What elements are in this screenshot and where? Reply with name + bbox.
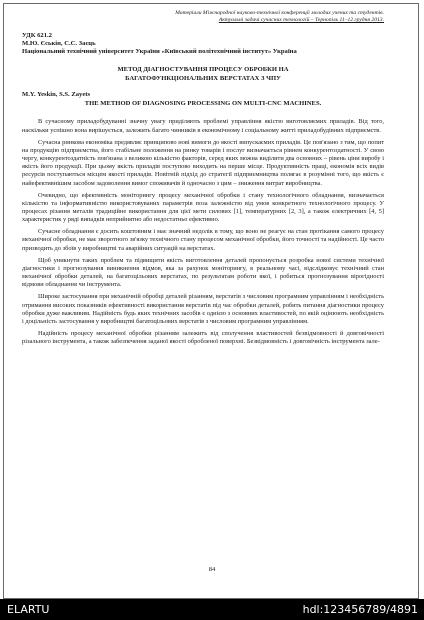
paragraph: Щоб уникнути таких проблем та підвищити якість виготовлення деталей пропонується розробка нової системи технічної діагностики і прогнозування виникнення відмов, яка за рахунок моніторингу, в реальному часі, відслідковує технічний стан механічної обробки деталей, на багатоцільових верстатах, по результатам роботи якої, і робиться прогнозування вірогідності відмови обладнання чи інструмента. bbox=[22, 256, 384, 289]
handle-id: hdl:123456789/4891 bbox=[302, 603, 418, 616]
repository-name: ELARTU bbox=[7, 603, 50, 616]
authors-en: M.Y. Yeskin, S.S. Zayets bbox=[22, 91, 91, 99]
title-ua-line-2: БАГАТОФУНКЦІОНАЛЬНИХ ВЕРСТАТАХ З ЧПУ bbox=[125, 74, 281, 82]
paragraph: Сучасна ринкова економіка предявляє принципово нові вимоги до якості випускаємих приладів. Це пов'язано з тим, що попит на продукцію підприємства, його стабільне положення на ринку товарів і послуг визначається рівнем конкурентоздатності. У свою чергу, конкурентоздатність пов'язана з великою кількістю факторів, серед яких можна виділити два основних – рівень ціни виробу і якість його продукції. При цьому якість приладів поступово виходить на перше місце. Продуктивність праці, економія всіх видів ресурсів поступаються місцем якості приладів. Новітній підхід до стратегії підприємництва полягає в розумінні того, що якість є найефективнішим засобом задоволення вимог споживачів й одночасно з цим – зниження витрат виробництва. bbox=[22, 138, 384, 187]
authors-ua: М.Ю. Єськін, С.С. Заєць bbox=[22, 39, 96, 47]
paragraph: Надійність процесу механічної обробки різанням залежить від сполучення властивостей безвідмовності й довговічності різального інструмента, а також забезпечення заданої якості обробленої поверхні. Безвідмовність і довговічність інструмента зале- bbox=[22, 330, 384, 346]
paragraph: Сучасне обладнання є досить коштовним і має значний недолік в тому, що воно не реагує на стан протікання самого процесу механічної обробки, не має зворотного зв'язку технічного стану процесом механічної обробки, його точності та надійності. Це часто призводить до збоїв у виробництві та аварійних ситуацій на верстатах. bbox=[22, 228, 384, 252]
affiliation: Національний технічний університет України «Київський політехнічний інститут» Україна bbox=[22, 48, 297, 55]
paragraph: В сучасному приладобудуванні значну увагу приділяють проблемі управління якістю виготовляємих приладів. Від того, наскільки успішно вона вирішується, залежить багато чинників в економічному і соціальному житті приладобудівних підприємств. bbox=[22, 118, 384, 134]
conference-header bbox=[22, 10, 384, 24]
header-line-2: Актуальні задачі сучасних технологій – Тернопіль 11–12 грудня 2013. bbox=[218, 16, 384, 23]
repository-footer bbox=[0, 599, 424, 620]
page-number: 84 bbox=[208, 566, 216, 573]
article-body bbox=[22, 118, 384, 346]
header-line-1: Матеріали Міжнародної науково-технічної конференції молодих учених та студентів. bbox=[175, 10, 384, 16]
title-ua bbox=[22, 66, 384, 83]
page-frame bbox=[3, 3, 419, 599]
paragraph: Очевидно, що ефективність моніторингу процесу механічної обробки і стану технологічного обладнання, визначається кількістю та інформативністю використовуваних параметрів поза залежністю від умов конкретного технологічного процесу. У процесах різання металів традиційне використання для цієї мети силових [1], температурних [2, 3], а також електричних [4, 5] характеристик у ряді випадків неприйнятно або недостатньо ефективно. bbox=[22, 191, 384, 224]
udc-code: УДК 621.2 bbox=[22, 31, 52, 39]
title-ua-line-1: МЕТОД ДІАГНОСТУВАННЯ ПРОЦЕСУ ОБРОБКИ НА bbox=[117, 66, 289, 74]
paragraph: Широке застосування при механічній обробці деталей різанням, верстатів з числовим програмним управлінням і необхідність отримання високих показників ефективності використання верстатів під час обробки деталей, робить питання діагностики процесу обробки дуже важливим. Надійність будь яких технічних засобів є однією з основних властивостей, по якій оцінюють необхідність і доцільність застосування у виробництві багатоцільових верстатів з числовим програмним управлінням. bbox=[22, 293, 384, 325]
document-page bbox=[22, 10, 384, 350]
title-en: THE METHOD OF DIAGNOSING PROCESSING ON MULTI-CNC MACHINES. bbox=[84, 100, 322, 108]
